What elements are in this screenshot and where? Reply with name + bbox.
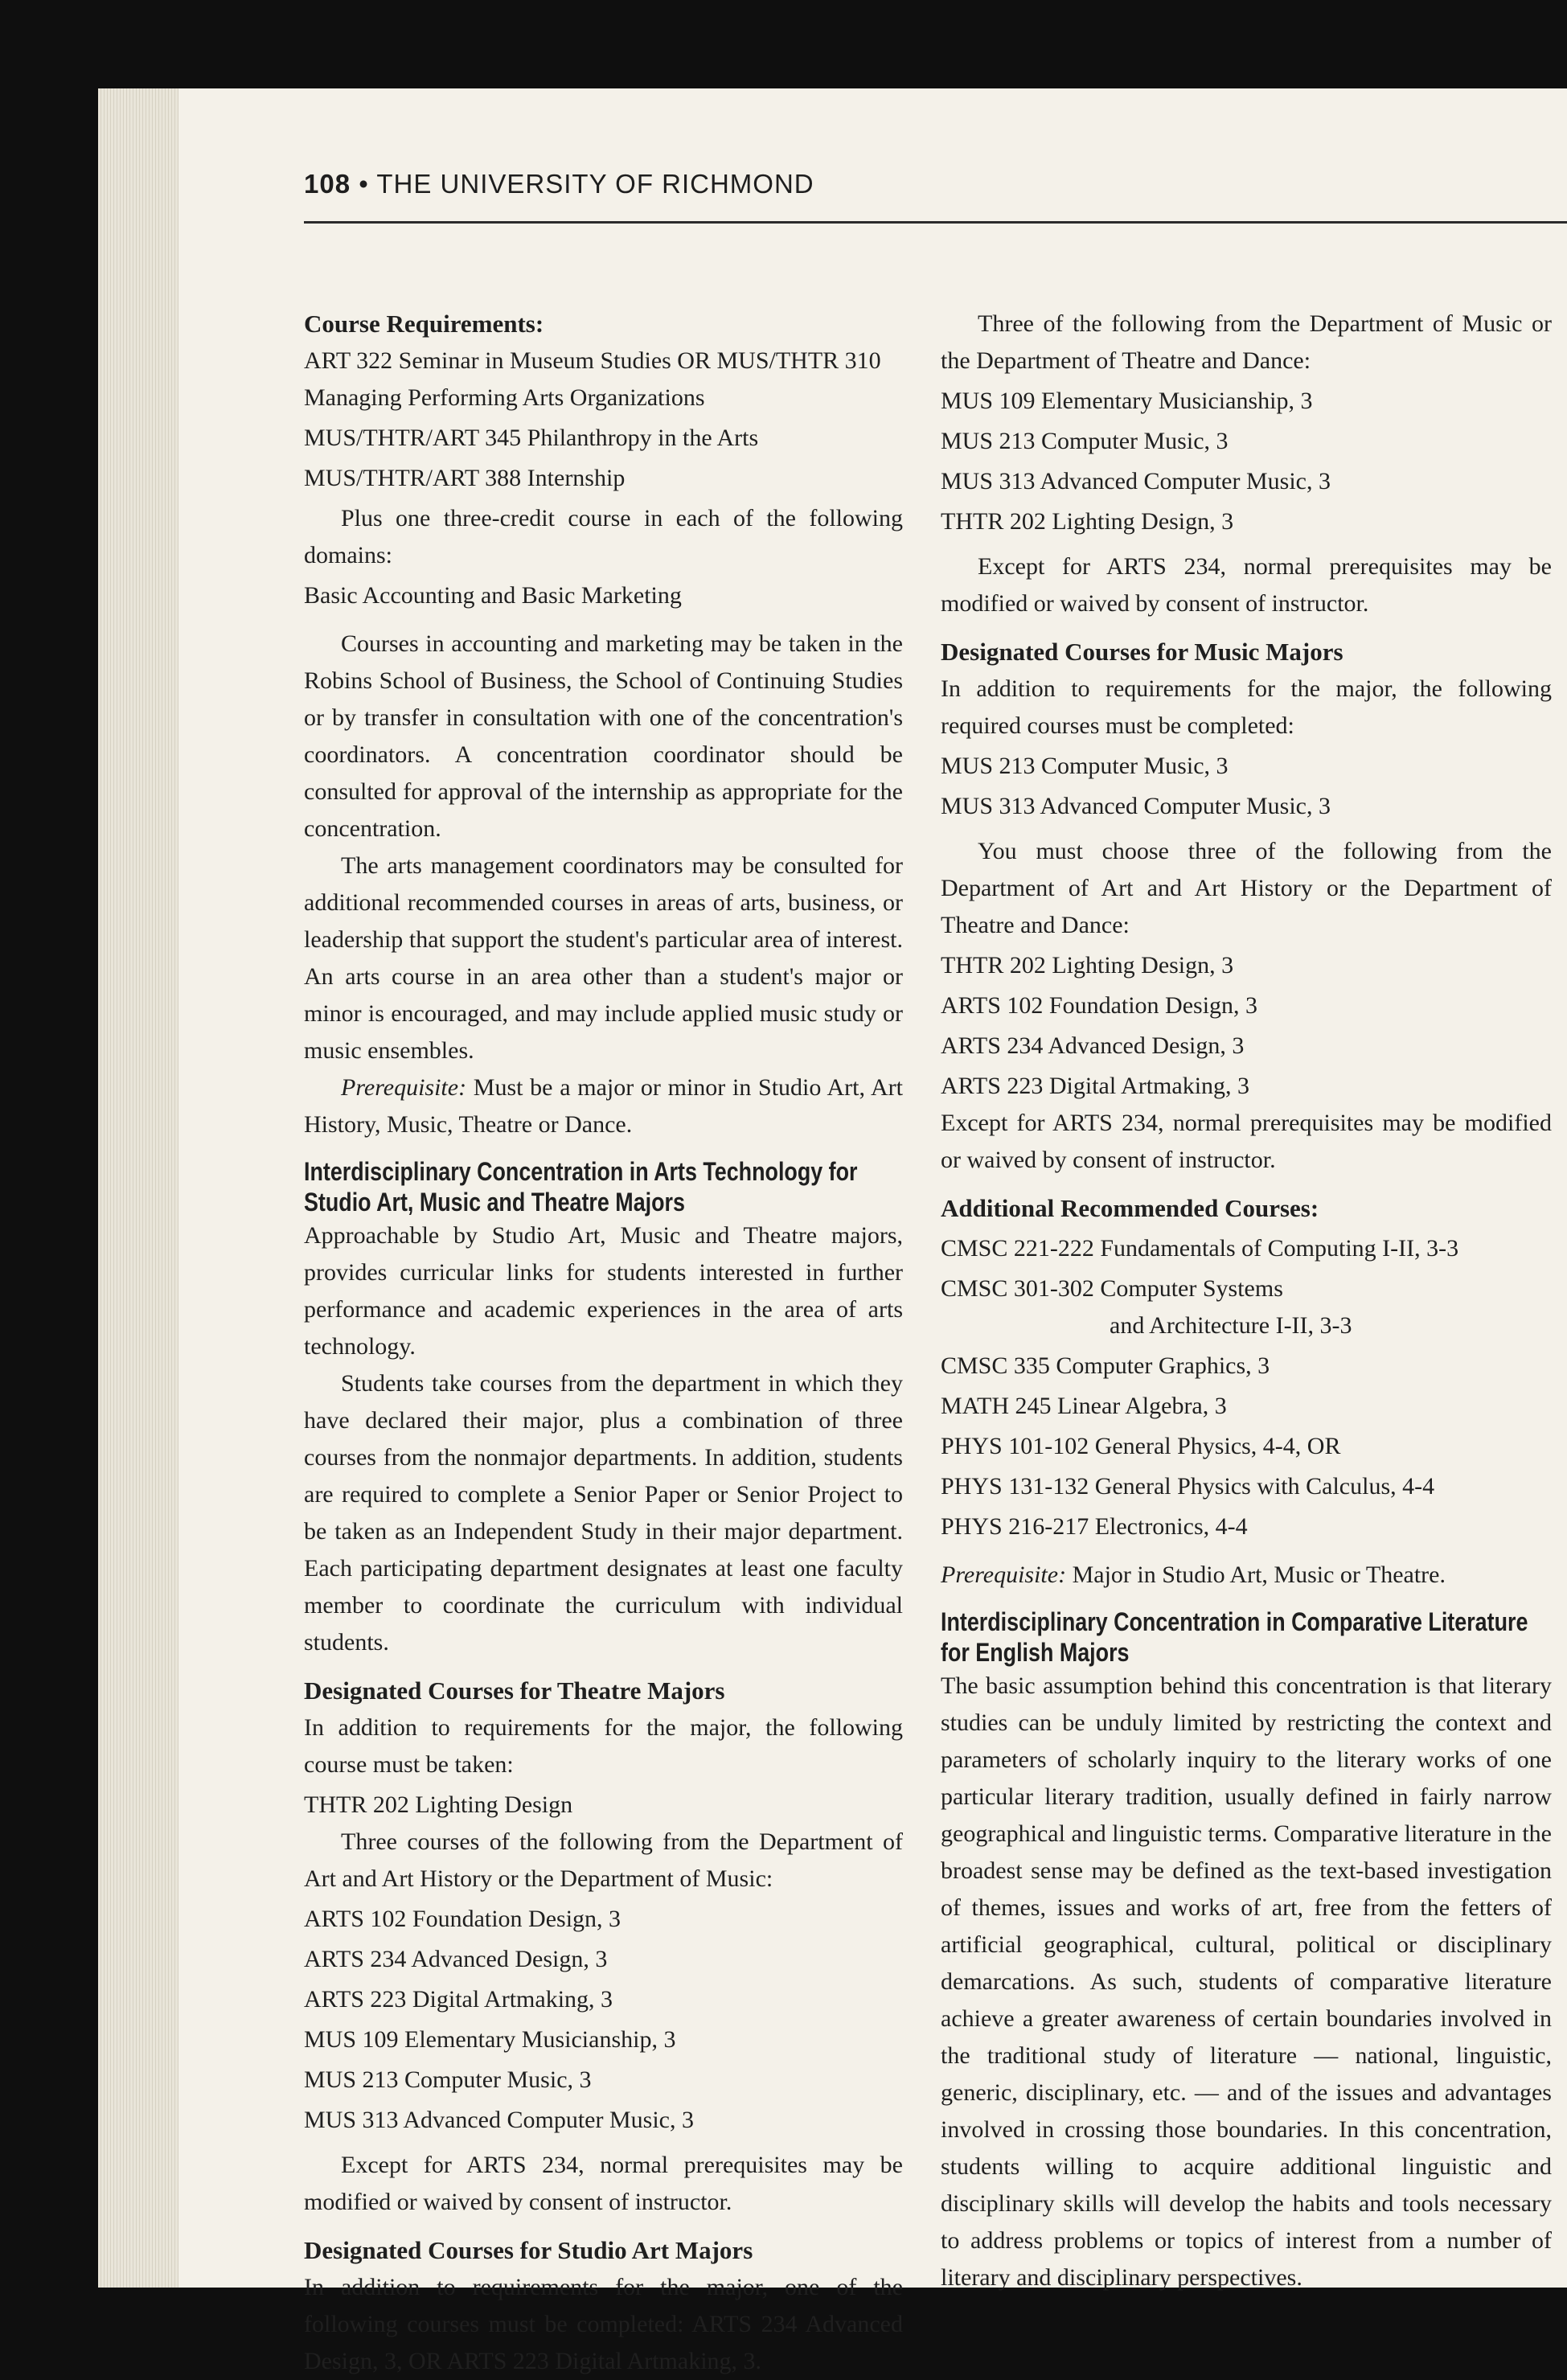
prerequisite-text: Must be a major or minor in Studio Art, Art History, Music, Theatre or Dance. — [304, 1074, 903, 1138]
prerequisite-label: Prerequisite: — [941, 1561, 1067, 1588]
course-list-item: THTR 202 Lighting Design, 3 — [941, 508, 1234, 535]
course-list-item: PHYS 101-102 General Physics, 4-4, OR — [941, 1433, 1341, 1459]
course-list-item: MUS 213 Computer Music, 3 — [304, 2066, 592, 2093]
plus-one-paragraph: Plus one three-credit course in each of the following domains: — [304, 505, 903, 568]
course-list-item: MUS 313 Advanced Computer Music, 3 — [941, 468, 1331, 494]
studio-art-intro: In addition to requirements for the major, one of the following courses must be completed: ARTS 234 Advanced Design, 3, OR ARTS 223 Digital Artmaking, 3. — [304, 2274, 903, 2374]
arts-technology-intro: Approachable by Studio Art, Music and Theatre majors, provides curricular links for students interested in further performance and academic experiences in the area of arts technology. — [304, 1222, 903, 1360]
course-list-item: ARTS 102 Foundation Design, 3 — [941, 992, 1258, 1019]
course-list-item: PHYS 216-217 Electronics, 4-4 — [941, 1513, 1248, 1540]
theatre-intro: In addition to requirements for the major, the following course must be taken: — [304, 1714, 903, 1778]
music-except-note: Except for ARTS 234, normal prerequisites may be modified or waived by consent of instructor. — [941, 1110, 1552, 1173]
course-list-item: MATH 245 Linear Algebra, 3 — [941, 1393, 1227, 1419]
comparative-literature-body: The basic assumption behind this concentration is that literary studies can be unduly limited by restricting the context and parameters of scholarly inquiry to the literary works of one particular literary tradition, usually defined in fairly narrow geographical and linguistic terms. Comparative literature in the broadest sense may be defined as the text-based investigation of themes, issues and works of art, free from the fetters of artificial geographical, cultural, political or disciplinary demarcations. As such, students of comparative literature achieve a greater awareness of certain boundaries involved in the traditional study of literature — national, linguistic, generic, disciplinary, etc. — and of the issues and advantages involved in crossing those boundaries. In this concentration, students willing to acquire additional linguistic and disciplinary skills will develop the habits and tools necessary to address problems or topics of interest from a number of literary and disciplinary perspectives. — [941, 1672, 1552, 2291]
prerequisite-paragraph — [304, 1069, 903, 1143]
theatre-required-course: THTR 202 Lighting Design — [304, 1791, 573, 1818]
course-list-item: MUS 109 Elementary Musicianship, 3 — [304, 2026, 676, 2053]
additional-recommended-heading: Additional Recommended Courses: — [941, 1194, 1319, 1222]
course-requirements-heading: Course Requirements: — [304, 310, 544, 338]
course-list-item: CMSC 221-222 Fundamentals of Computing I-II, 3-3 — [941, 1235, 1459, 1262]
music-majors-heading: Designated Courses for Music Majors — [941, 638, 1343, 666]
page-number: 108 — [304, 169, 351, 199]
right-column — [941, 306, 1552, 2296]
course-list-item: THTR 202 Lighting Design, 3 — [941, 952, 1234, 979]
course-req-item: ART 322 Seminar in Museum Studies OR MUS/THTR 310 Managing Performing Arts Organizations — [304, 347, 881, 411]
course-req-item: MUS/THTR/ART 388 Internship — [304, 465, 626, 491]
course-list-item: MUS 313 Advanced Computer Music, 3 — [304, 2107, 694, 2133]
music-intro: In addition to requirements for the major, the following required courses must be completed: — [941, 675, 1552, 739]
music-choose-paragraph: You must choose three of the following from the Department of Art and Art History or the Department of Theatre and Dance: — [941, 838, 1552, 938]
comparative-literature-heading: Interdisciplinary Concentration in Comparative Literature for English Majors — [941, 1607, 1528, 1667]
prerequisite-label: Prerequisite: — [341, 1074, 467, 1101]
course-list-item: MUS 213 Computer Music, 3 — [941, 428, 1229, 454]
arts-management-paragraph: The arts management coordinators may be consulted for additional recommended courses in areas of arts, business, or leadership that support the student's particular area of interest. An arts course in an area other than a student's major or minor is encouraged, and may include applied music study or music ensembles. — [304, 852, 903, 1064]
course-list-item: CMSC 335 Computer Graphics, 3 — [941, 1352, 1270, 1379]
course-list-item: CMSC 301-302 Computer Systems — [941, 1275, 1283, 1302]
three-music-paragraph: Three of the following from the Department of Music or the Department of Theatre and Dance: — [941, 310, 1552, 374]
basic-accounting-line: Basic Accounting and Basic Marketing — [304, 582, 682, 609]
running-header — [304, 169, 814, 199]
studio-art-majors-heading: Designated Courses for Studio Art Majors — [304, 2236, 753, 2264]
header-bullet: • — [359, 169, 369, 199]
course-list-item: ARTS 223 Digital Artmaking, 3 — [941, 1073, 1250, 1099]
header-rule — [304, 221, 1567, 224]
accounting-paragraph: Courses in accounting and marketing may be taken in the Robins School of Business, the School of Continuing Studies or by transfer in consultation with one of the concentration's coordinators. A concentration coordinator should be consulted for approval of the internship as appropriate for the concentration. — [304, 630, 903, 842]
course-list-item: MUS 313 Advanced Computer Music, 3 — [941, 793, 1331, 819]
theatre-majors-heading: Designated Courses for Theatre Majors — [304, 1676, 725, 1705]
studio-except-note: Except for ARTS 234, normal prerequisites may be modified or waived by consent of instructor. — [941, 553, 1552, 617]
prerequisite-paragraph — [941, 1557, 1552, 1594]
course-req-item: MUS/THTR/ART 345 Philanthropy in the Arts — [304, 425, 759, 451]
course-list-item: PHYS 131-132 General Physics with Calculus, 4-4 — [941, 1473, 1435, 1500]
course-list-item: ARTS 102 Foundation Design, 3 — [304, 1906, 621, 1932]
page-stack-edge — [98, 88, 178, 2288]
arts-technology-body: Students take courses from the department in which they have declared their major, plus a combination of three courses from the nonmajor departments. In addition, students are required to complete a Senior Paper or Senior Project to be taken as an Independent Study in their major department. Each participating department designates at least one faculty member to coordinate the curriculum with individual students. — [304, 1370, 903, 1656]
arts-technology-heading: Interdisciplinary Concentration in Arts Technology for Studio Art, Music and Theatre Majors — [304, 1157, 858, 1217]
left-column — [304, 306, 903, 2380]
course-list-item: ARTS 234 Advanced Design, 3 — [304, 1946, 608, 1972]
theatre-three-courses: Three courses of the following from the Department of Art and Art History or the Department of Music: — [304, 1828, 903, 1892]
course-list-item: MUS 109 Elementary Musicianship, 3 — [941, 388, 1313, 414]
theatre-except-note: Except for ARTS 234, normal prerequisites may be modified or waived by consent of instructor. — [304, 2152, 903, 2215]
header-title: THE UNIVERSITY OF RICHMOND — [376, 169, 814, 199]
course-list-item: ARTS 223 Digital Artmaking, 3 — [304, 1986, 613, 2013]
course-list-item: ARTS 234 Advanced Design, 3 — [941, 1032, 1245, 1059]
prerequisite-text: Major in Studio Art, Music or Theatre. — [1066, 1561, 1446, 1588]
course-list-item: MUS 213 Computer Music, 3 — [941, 753, 1229, 779]
course-list-item-continued: and Architecture I-II, 3-3 — [1110, 1312, 1352, 1339]
